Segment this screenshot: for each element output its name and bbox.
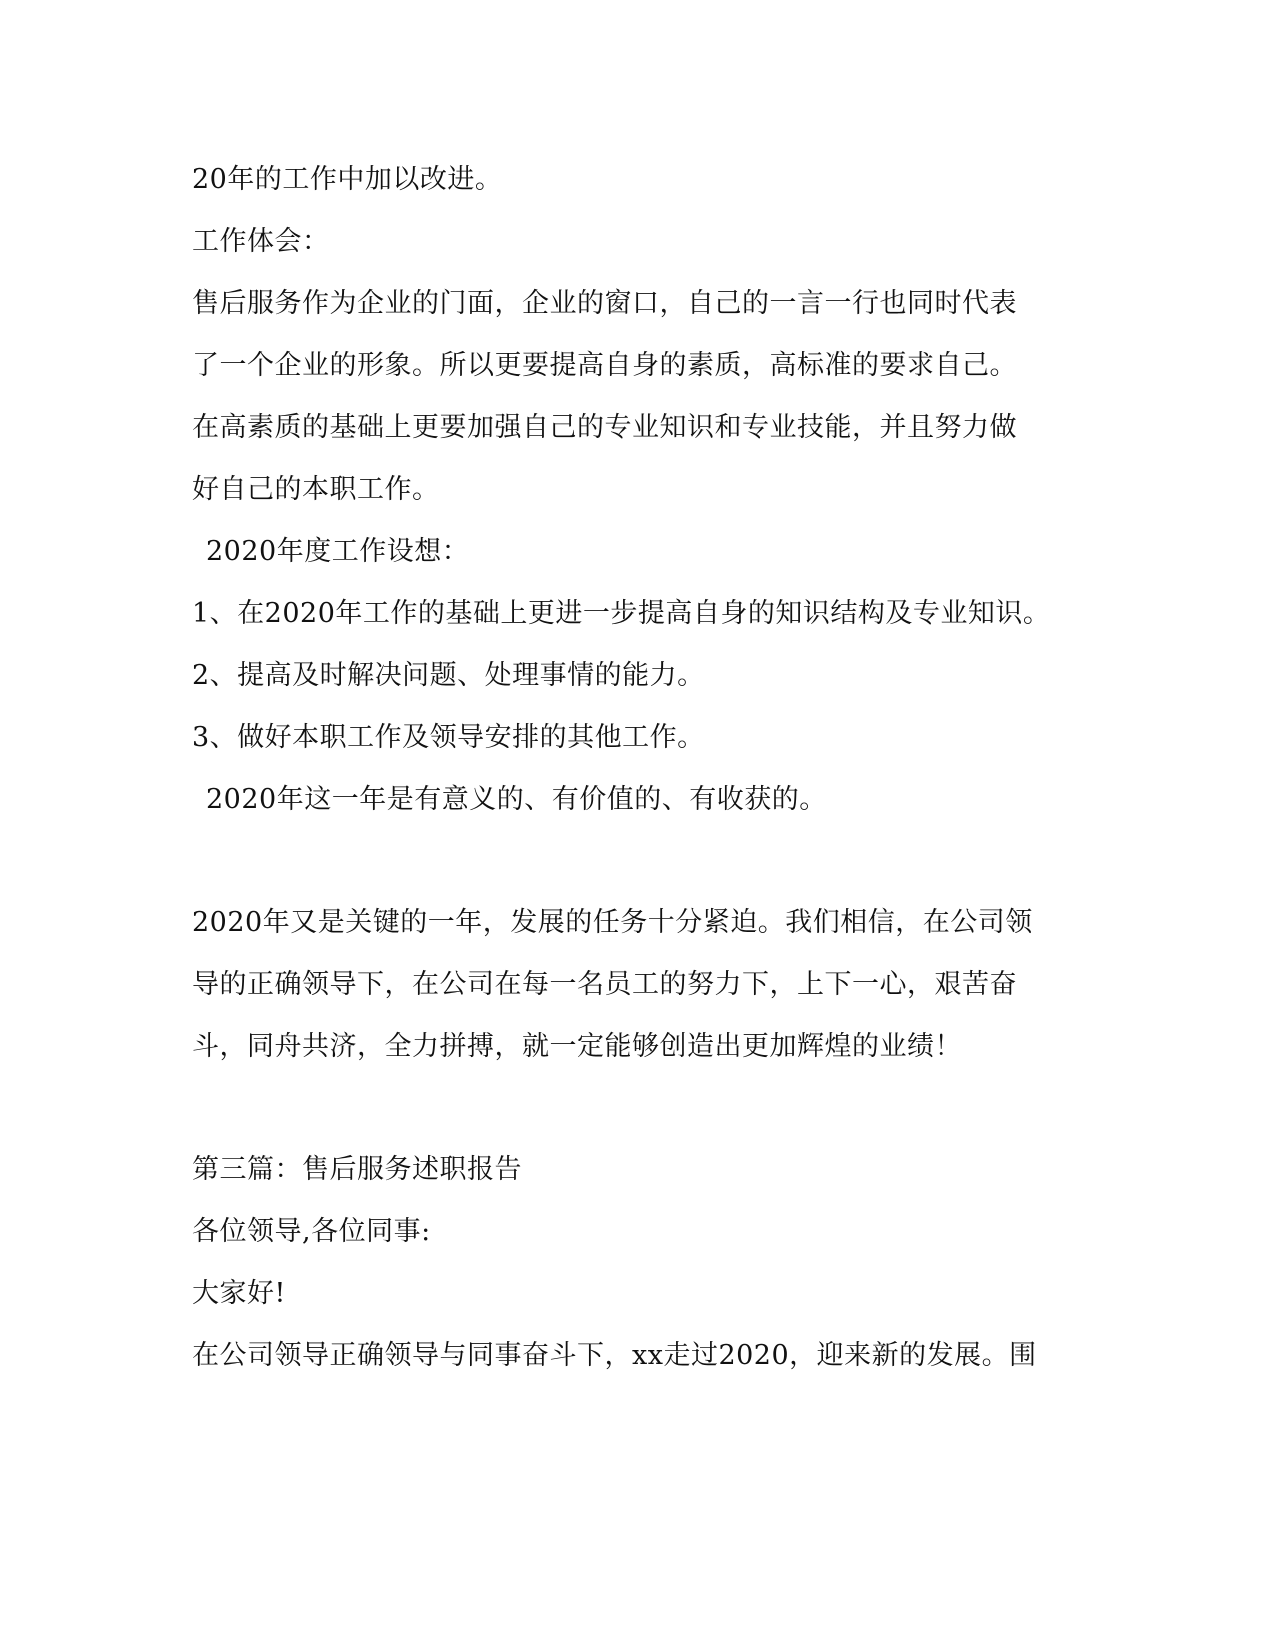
greeting: 大家好! [192, 1278, 286, 1309]
text-line: 2020年又是关键的一年，发展的任务十分紧迫。我们相信，在公司领 [192, 907, 1033, 938]
text-line: 好自己的本职工作。 [192, 474, 440, 505]
text-line: 在高素质的基础上更要加强自己的专业知识和专业技能，并且努力做 [192, 412, 1017, 443]
text-line: 在公司领导正确领导与同事奋斗下，xx走过2020，迎来新的发展。围 [192, 1340, 1037, 1371]
salutation: 各位领导,各位同事: [192, 1216, 431, 1247]
text-line: 导的正确领导下，在公司在每一名员工的努力下，上下一心，艰苦奋 [192, 969, 1017, 1000]
text-line: 斗，同舟共济，全力拼搏，就一定能够创造出更加辉煌的业绩！ [192, 1031, 962, 1062]
section-heading-work-plan: 2020年度工作设想： [206, 536, 470, 567]
list-item: 3、做好本职工作及领导安排的其他工作。 [192, 722, 705, 753]
text-line: 了一个企业的形象。所以更要提高自身的素质，高标准的要求自己。 [192, 350, 1017, 381]
list-item: 2、提高及时解决问题、处理事情的能力。 [192, 660, 705, 691]
section-heading-work-experience: 工作体会： [192, 226, 330, 257]
text-line: 售后服务作为企业的门面，企业的窗口，自己的一言一行也同时代表 [192, 288, 1017, 319]
text-line: 2020年这一年是有意义的、有价值的、有收获的。 [206, 784, 827, 815]
text-line: 20年的工作中加以改进。 [192, 164, 503, 195]
chapter-title: 第三篇：售后服务述职报告 [192, 1154, 522, 1185]
list-item: 1、在2020年工作的基础上更进一步提高自身的知识结构及专业知识。 [192, 598, 1051, 629]
